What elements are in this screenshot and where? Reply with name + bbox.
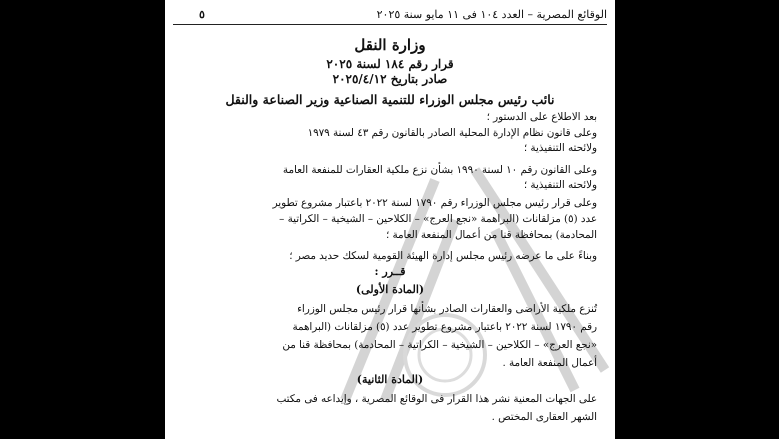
running-title: الوقائع المصرية – العدد ١٠٤ فى ١١ مايو سنة ٢٠٢٥	[376, 7, 607, 21]
preamble-line: وعلى القانون رقم ١٠ لسنة ١٩٩٠ بشأن نزع ملكية العقارات للمنفعة العامة	[282, 164, 597, 176]
preamble-line: ولائحته التنفيذية ؛	[523, 142, 597, 154]
document-page	[165, 0, 615, 439]
preamble-line: ولائحته التنفيذية ؛	[523, 179, 597, 191]
running-header	[175, 6, 607, 22]
issuer-heading: نائب رئيس مجلس الوزراء للتنمية الصناعية وزير الصناعة والنقل	[225, 92, 555, 107]
header-divider	[173, 24, 607, 25]
page-number: ٥	[199, 7, 205, 21]
preamble-line: وبناءً على ما عرضه رئيس مجلس إدارة الهيئة القومية لسكك حديد مصر ؛	[289, 250, 597, 262]
article-1-title: (المادة الأولى)	[355, 283, 425, 296]
preamble-line: المحادمة) بمحافظة قنا من أعمال المنفعة العامة ؛	[385, 229, 597, 241]
article-1-line: رقم ١٧٩٠ لسنة ٢٠٢٢ باعتبار مشروع تطوير عدد (٥) مزلقانات (البراهمة	[292, 321, 597, 333]
article-1-line: تُنزع ملكية الأراضى والعقارات الصادر بشأنها قرار رئيس مجلس الوزراء	[297, 303, 597, 315]
preamble-line: وعلى قرار رئيس مجلس الوزراء رقم ١٧٩٠ لسنة ٢٠٢٢ باعتبار مشروع تطوير	[272, 197, 597, 209]
ministry-title: وزارة النقل	[354, 36, 426, 54]
preamble-line: عدد (٥) مزلقانات (البراهمة «نجع العرج» – الكلاحين – الشيخية – الكراتية –	[279, 213, 597, 225]
decided-label: قــرر :	[374, 265, 406, 278]
preamble-line: وعلى قانون نظام الإدارة المحلية الصادر بالقانون رقم ٤٣ لسنة ١٩٧٩	[307, 127, 597, 139]
issued-date: صادر بتاريخ ٢٠٢٥/٤/١٢	[332, 72, 448, 86]
article-1-line: أعمال المنفعة العامة .	[502, 357, 597, 369]
article-2-title: (المادة الثانية)	[356, 373, 424, 386]
article-1-line: «نجع العرج» – الكلاحين – الشيخية – الكراتية – المحادمة) بمحافظة قنا من	[282, 339, 597, 351]
article-2-line: على الجهات المعنية نشر هذا القرار فى الوقائع المصرية ، وإيداعه فى مكتب	[276, 393, 597, 405]
article-2-line: الشهر العقارى المختص .	[491, 411, 597, 423]
decree-number: قرار رقم ١٨٤ لسنة ٢٠٢٥	[326, 57, 454, 71]
preamble-line: بعد الاطلاع على الدستور ؛	[486, 111, 597, 123]
